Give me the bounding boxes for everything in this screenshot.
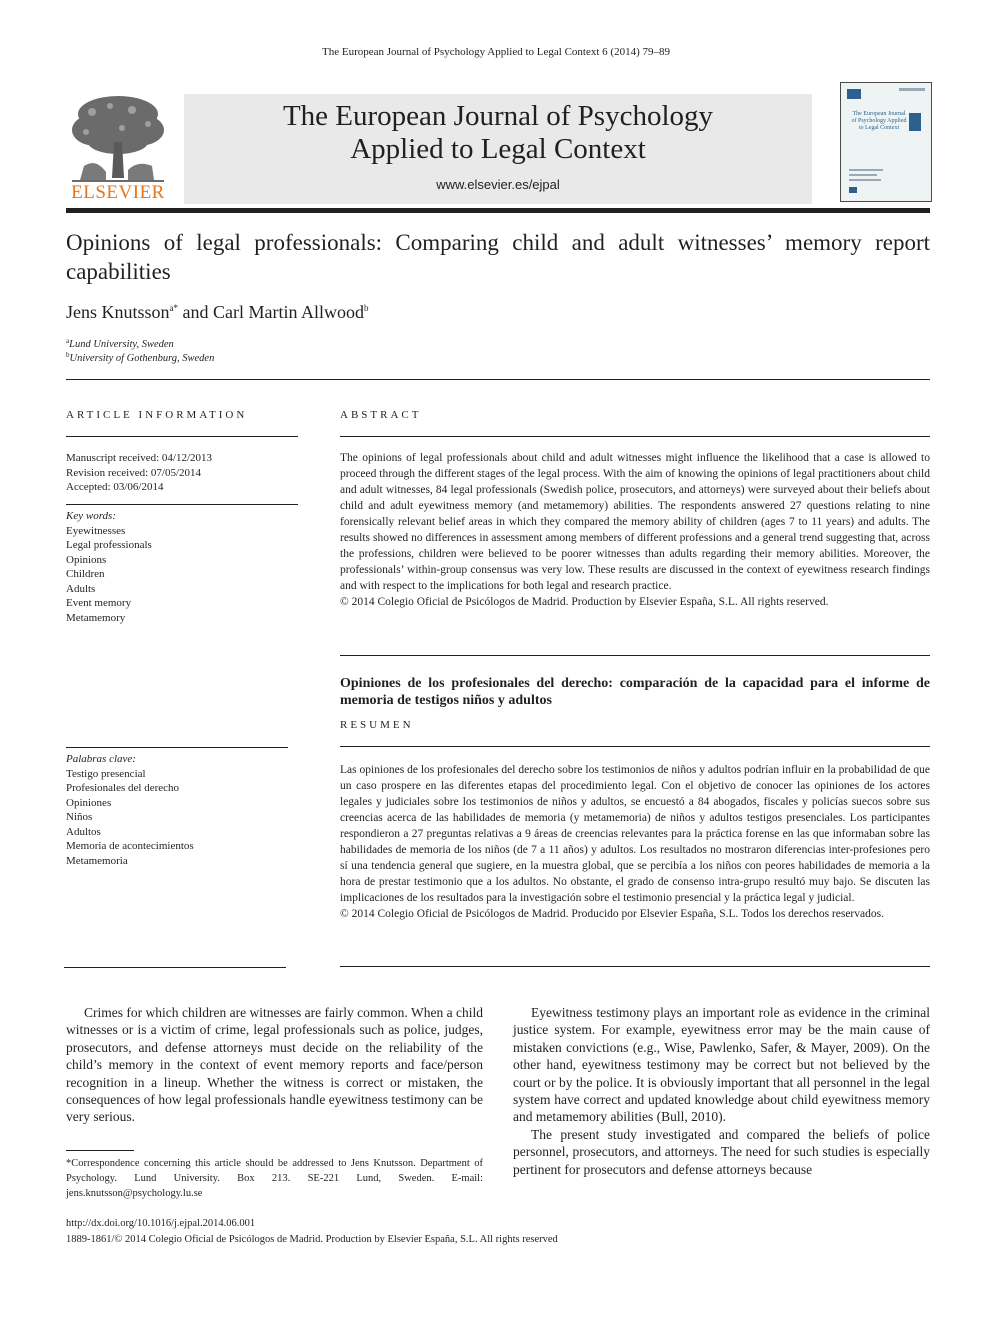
accepted-date: Accepted: 03/06/2014 [66, 481, 164, 493]
publisher-wordmark: ELSEVIER [71, 182, 165, 203]
keyword-es: Niños [66, 811, 93, 823]
journal-title [184, 100, 812, 166]
keyword: Metamemory [66, 611, 126, 624]
author-join: and [182, 302, 209, 322]
correspondence-footnote: *Correspondence concerning this article should be addressed to Jens Knutsson. Department of Psychology. Lund University. Box 213. SE-221 Lund, Sweden. E-mail: jens.knutsson@psychology.lu.se [66, 1158, 483, 1199]
running-citation: The European Journal of Psychology Applied to Legal Context 6 (2014) 79–89 [322, 46, 670, 58]
affiliation-text: Lund University, Sweden [69, 339, 174, 350]
issn-copyright-line: 1889-1861/© 2014 Colegio Oficial de Psicólogos de Madrid. Production by Elsevier España, S.L. All rights reserved [66, 1234, 558, 1245]
resumen-bottom-rule [340, 966, 930, 967]
keyword-es: Testigo presencial [66, 767, 146, 780]
palabras-block [66, 752, 298, 868]
author-affiliation-mark: a* [169, 303, 179, 313]
elsevier-logo [66, 92, 170, 204]
doi-link[interactable]: http://dx.doi.org/10.1016/j.ejpal.2014.06.001 [66, 1218, 256, 1229]
article-title: Opinions of legal professionals: Comparing child and adult witnesses’ memory report capabilities [66, 230, 930, 284]
keyword-es: Memoria de acontecimientos [66, 840, 194, 852]
body-paragraph: Crimes for which children are witnesses are fairly common. When a child witnesses or is a victim of crime, legal professionals such as police, judges, prosecutors, and defense attorneys must decide on the reliability of the child’s memory in the context of event memory reports and face/person recognition in a lineup. Whether the witness is correct or mistaken, the consequences of how legal professionals handle eyewitness testimony can be very serious. [66, 1005, 483, 1125]
abstract-copyright: © 2014 Colegio Oficial de Psicólogos de Madrid. Production by Elsevier España, S.L. All rights reserved. [340, 596, 829, 608]
revision-received: Revision received: 07/05/2014 [66, 466, 202, 479]
footnote-rule [66, 1150, 134, 1151]
affiliation-mark: a [66, 337, 70, 345]
keyword: Children [66, 568, 105, 580]
palabras-label: Palabras clave: [66, 753, 136, 765]
abstract-bottom-rule [340, 655, 930, 656]
keyword-es: Adultos [66, 825, 101, 838]
affiliation-mark: b [66, 351, 70, 359]
abstract-rule [340, 436, 930, 437]
keyword: Opinions [66, 553, 107, 566]
body-paragraph: Eyewitness testimony plays an important role as evidence in the criminal justice system. For example, eyewitness error may be the main cause of mistaken convictions (e.g., Wise, Pawlenko, Safer, & Mayer, 2009). On the other hand, eyewitness testimony may be correct but not believed by the court or by the police. It is obviously important that all personnel in the legal system have correct and updated knowledge about child eyewitness memory and metamemory abilities (Bull, 2010). [513, 1005, 930, 1125]
keyword: Legal professionals [66, 539, 152, 551]
dates-rule [66, 504, 298, 505]
author-list [66, 302, 369, 323]
article-info-heading: ARTICLE INFORMATION [66, 409, 248, 421]
journal-url[interactable]: www.elsevier.es/ejpal [436, 177, 560, 192]
body-paragraph: The present study investigated and compared the beliefs of police personnel, prosecutors, and attorneys. The need for such studies is especially pertinent for prosecutors and defense attorneys because [513, 1126, 930, 1177]
keyword-es: Opiniones [66, 796, 112, 809]
section-divider [66, 379, 930, 380]
keywords-label: Key words: [66, 510, 117, 522]
abstract-body [340, 450, 930, 610]
author-affiliation-mark: b [364, 303, 369, 313]
keywords-block [66, 509, 298, 625]
journal-title-line1: The European Journal of Psychology [282, 100, 714, 132]
resumen-text: Las opiniones de los profesionales del derecho sobre los testimonios de niños y adultos podrían influir en la probabilidad de que un caso prospere en las diferentes etapas del procedimiento legal. Con el objetivo de conocer las opiniones de los actores legales y judiciales sobre los testimonios de niños y adultos, se encuestó a 84 abogados, fiscales y policías suecos sobre sus creencias acerca de las habilidades de memoria (y metamemoria) de niños y adultos testigos presenciales. Los participantes respondieron a 27 preguntas relativas a 9 áreas de creencias relevantes para la práctica forense en las que informaban sobre las habilidades de memoria de los niños (de 7 a 11 años) y adultos. Los resultados no mostraron diferencias inter-profesiones pero sí una tendencia general que sugiere, en la muestra global, que se percibía a los niños con peores habilidades de memoria a la hora de prestar testimonio que a los adultos. No obstante, el grado de consenso intra-grupo resultó muy bajo. Se discuten las implicaciones de los resultados para la investigación sobre el testimonio presencial y la práctica legal y judicial. [340, 764, 930, 904]
spanish-title: Opiniones de los profesionales del derecho: comparación de la capacidad para el informe de memoria de testigos niños y adultos [340, 676, 930, 708]
author-name: Carl Martin Allwood [213, 302, 365, 322]
resumen-heading: RESUMEN [340, 719, 414, 731]
affiliation-a [66, 337, 174, 350]
resumen-rule [340, 746, 930, 747]
cover-title: The European Journal of Psychology Applied to Legal Context [851, 111, 907, 131]
manuscript-received: Manuscript received: 04/12/2013 [66, 452, 213, 464]
affiliation-b [66, 351, 214, 364]
palabras-rule [66, 747, 288, 748]
header-rule [66, 208, 930, 213]
keyword: Event memory [66, 597, 132, 609]
resumen-copyright: © 2014 Colegio Oficial de Psicólogos de Madrid. Producido por Elsevier España, S.L. Todos los derechos reservados. [340, 908, 884, 920]
affiliation-text: University of Gothenburg, Sweden [69, 353, 215, 364]
keyword-es: Metamemoria [66, 854, 128, 867]
journal-cover-thumbnail [840, 82, 932, 202]
abstract-text: The opinions of legal professionals about child and adult witnesses might influence the likelihood that a case is allowed to proceed through the different stages of the legal process. With the aim of knowing the opinions of legal practitioners about child and adult witnesses, 84 legal professionals (Swedish police, prosecutors, and attorneys) were surveyed about their beliefs about child and adult eyewitness memory (and metamemory) abilities. The respondents answered 27 questions relating to nine forensically relevant belief areas in which they compared the memory ability of children (ages 7 to 11 years) and adults. The results showed no differences in assessment among members of different professions and a general trend suggesting that, across the professions, children were believed to be poorer witnesses than adults regarding their memory abilities. Moreover, the professionals’ within-group consensus was very low. These results are discussed in the context of eyewitness research findings and with respect to the implications for both legal and research practice. [340, 452, 930, 592]
keyword: Adults [66, 582, 96, 595]
article-info-rule [66, 436, 298, 437]
body-left-column [66, 1004, 483, 1126]
author-name: Jens Knutsson [66, 302, 170, 322]
body-right-column [513, 1004, 930, 1178]
article-info-bottom-rule [64, 967, 286, 968]
resumen-body [340, 762, 930, 922]
abstract-heading: ABSTRACT [340, 409, 422, 421]
journal-title-line2: Applied to Legal Context [350, 133, 646, 165]
keyword: Eyewitnesses [66, 524, 126, 537]
article-dates [66, 451, 298, 495]
keyword-es: Profesionales del derecho [66, 782, 180, 794]
cover-art-icon [841, 83, 931, 201]
